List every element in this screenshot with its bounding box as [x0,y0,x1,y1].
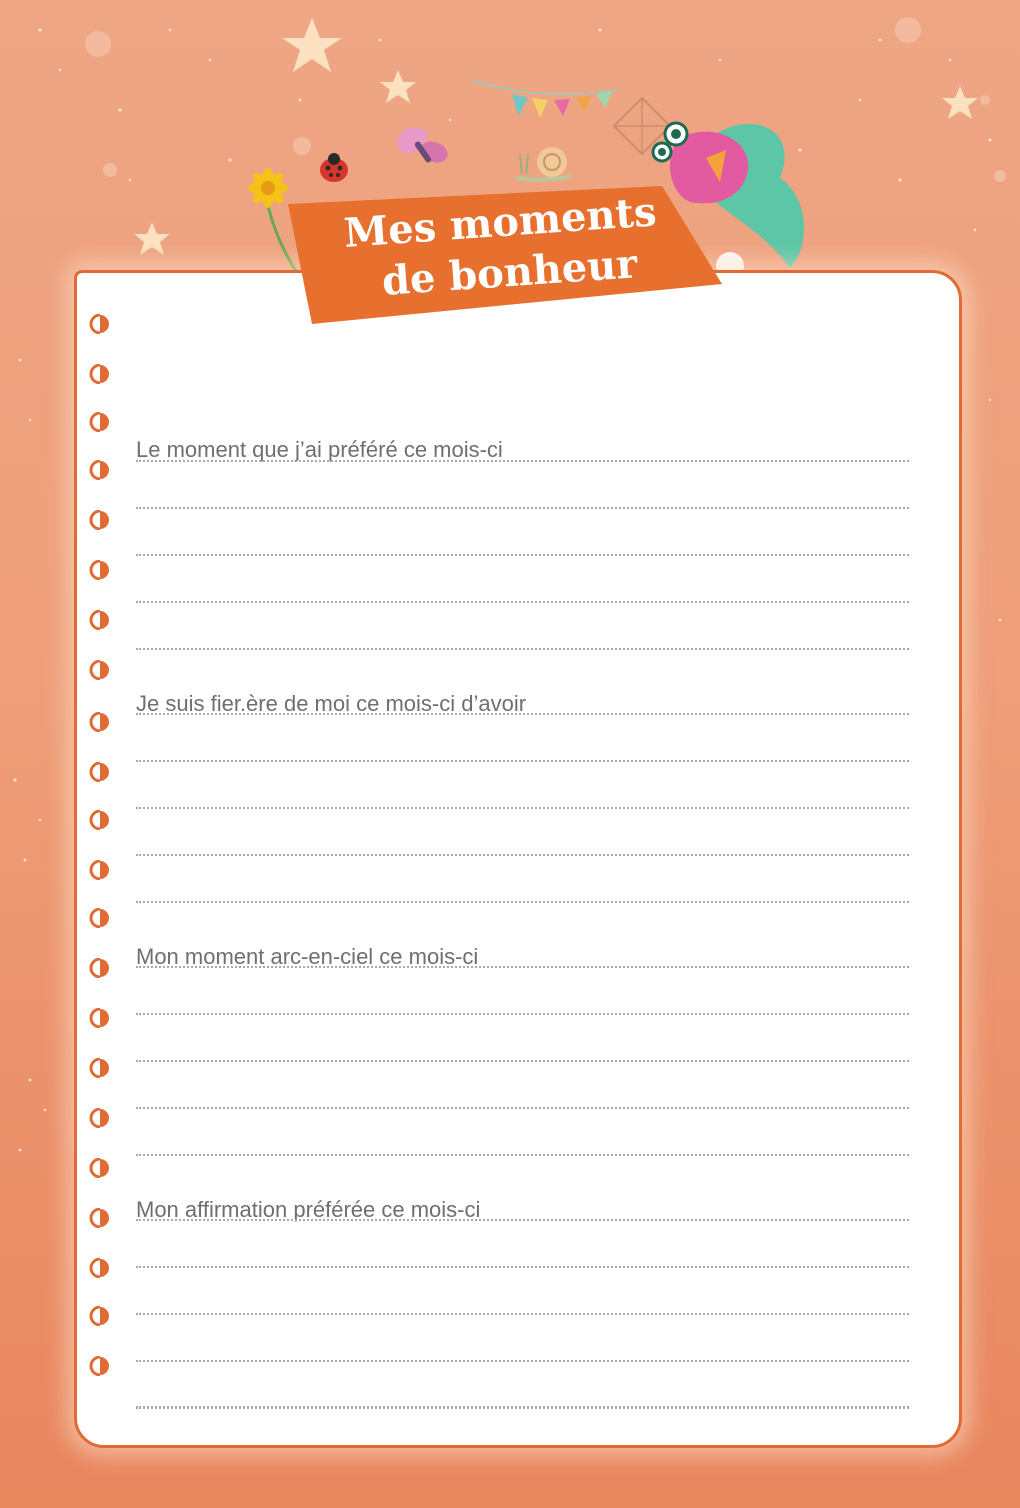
writing-line [136,1013,909,1015]
section-1-prompt: Le moment que j’ai préféré ce mois-ci [136,437,509,463]
binder-ring [89,1158,111,1178]
writing-line [136,713,909,715]
binder-ring [89,1058,111,1078]
writing-line [136,1060,909,1062]
butterfly-icon [390,118,460,173]
writing-line [136,1154,909,1156]
writing-line [136,460,909,462]
binder-ring [89,1108,111,1128]
writing-line [136,1406,909,1408]
writing-line [136,854,909,856]
binder-ring [89,712,111,732]
writing-line [136,1266,909,1268]
binder-ring [89,1306,111,1326]
writing-line [136,1313,909,1315]
writing-line [136,966,909,968]
writing-line [136,554,909,556]
writing-line [136,807,909,809]
snail-icon [512,140,578,182]
binder-ring [89,314,111,334]
title-line-1: Mes moments [342,188,658,257]
title-line-2: de bonheur [380,240,639,305]
binder-ring [89,908,111,928]
writing-line [136,601,909,603]
writing-line [136,507,909,509]
writing-line [136,760,909,762]
title-banner [282,186,722,326]
binder-ring [89,364,111,384]
writing-line [136,1107,909,1109]
binder-ring [89,958,111,978]
binder-ring [89,610,111,630]
section-2-prompt: Je suis fier.ère de moi ce mois-ci d’avoir [136,691,532,717]
binder-ring [89,560,111,580]
writing-line [136,901,909,903]
writing-line [136,1219,909,1221]
binder-ring [89,660,111,680]
writing-line [136,648,909,650]
section-4-prompt: Mon affirmation préférée ce mois-ci [136,1197,486,1223]
binder-ring [89,860,111,880]
binder-ring [89,762,111,782]
binder-ring [89,1258,111,1278]
binder-ring [89,510,111,530]
binder-ring [89,1008,111,1028]
ladybug-icon [314,150,354,186]
writing-line [136,1360,909,1362]
bunting-flags [470,72,620,132]
section-3-prompt: Mon moment arc-en-ciel ce mois-ci [136,944,484,970]
binder-ring [89,810,111,830]
binder-ring [89,1208,111,1228]
binder-ring [89,412,111,432]
binder-ring [89,1356,111,1376]
binder-ring [89,460,111,480]
